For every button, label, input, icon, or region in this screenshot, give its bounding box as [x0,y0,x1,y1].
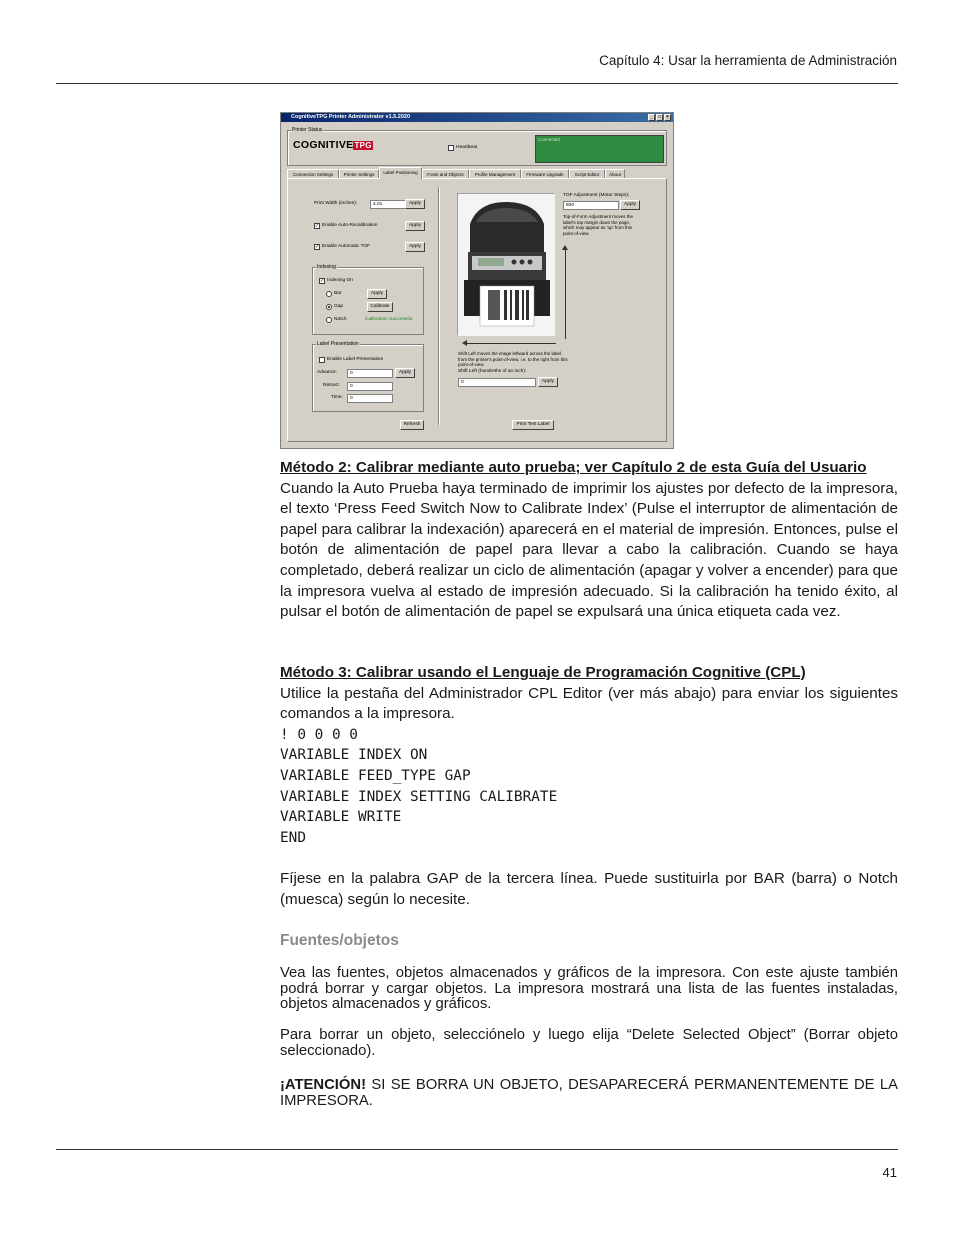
code-line-2: VARIABLE INDEX ON [280,747,428,764]
tab-panel [287,178,667,442]
notch-radio[interactable] [326,317,332,323]
warning-paragraph [280,1078,898,1109]
printer-status-group [287,127,667,166]
admin-window-screenshot [280,112,674,449]
label-presentation-group [312,341,424,412]
enable-label-presentation-checkbox[interactable] [319,357,325,363]
shift-input[interactable]: 0 [458,378,536,387]
window-title: CognitiveTPG Printer Administrator v1.5.2020 [291,114,410,120]
retract-label: Retract: [323,383,340,388]
code-line-3: VARIABLE FEED_TYPE GAP [280,767,471,784]
footer-rule [56,1149,898,1150]
tab-about[interactable]: About [605,169,625,178]
window-titlebar [281,113,673,122]
notch-label: Notch [334,317,347,322]
code-line-6: END [280,829,306,846]
apply-presentation-button[interactable]: Apply [395,368,415,378]
printer-illustration-icon [458,194,555,336]
fonts-section-title: Fuentes/objetos [280,932,399,949]
shift-description: Shift Left moves the image leftward across the label from the printer's point-of-view, i.e. to the right from this point-of-view. [458,351,568,367]
auto-tof-checkbox[interactable]: ✓ [315,244,320,250]
enable-label-presentation-label: Enable Label Presentation [327,357,384,362]
tab-profile-management[interactable]: Profile Management [469,169,521,178]
auto-recal-label: Enable Auto-Recalibration [322,223,378,228]
method3-note: Fíjese en la palabra GAP de la tercera línea. Puede sustituirla por BAR (barra) o Notch (muesca) según lo necesite. [280,870,898,908]
auto-recal-checkbox[interactable]: ✓ [315,223,320,229]
gap-label: Gap [334,304,344,309]
method3-heading: Método 3: Calibrar usando el Lenguaje de Programación Cognitive (CPL) [280,664,806,681]
apply-bar-button[interactable]: Apply [367,289,387,299]
arrow-head-icon [562,245,568,250]
fonts-paragraph-2: Para borrar un objeto, selecciónelo y luego elija “Delete Selected Object” (Borrar objeto seleccionado). [280,1027,898,1059]
code-line-1: ! 0 0 0 0 [280,726,358,743]
time-label: Time: [331,395,343,400]
bar-radio[interactable] [326,291,332,297]
maximize-icon[interactable]: □ [657,114,662,120]
header-rule [56,83,898,84]
time-input[interactable]: 0 [347,394,393,403]
label-presentation-group-label: Label Presentation [317,341,359,347]
refresh-button[interactable]: Refresh [400,420,424,430]
panel-divider [438,187,440,425]
indexing-group [312,264,424,335]
method3-section [280,663,898,848]
printer-status-label: Printer Status [292,127,323,133]
gap-radio[interactable] [326,304,332,310]
warning-block [280,1078,898,1109]
indexing-on-label: Indexing On [327,278,353,283]
calibration-message: Calibration Successful [365,317,413,322]
code-line-4: VARIABLE INDEX SETTING CALIBRATE [280,788,558,805]
apply-shift-button[interactable]: Apply [538,377,558,387]
shift-label: Shift Left (hundreths of an inch): [458,369,527,374]
minimize-icon[interactable]: _ [648,114,655,121]
tof-input[interactable]: 600 [563,201,619,210]
bar-label: Bar [334,291,342,296]
fonts-p2-block [280,1028,898,1059]
retract-input[interactable]: 0 [347,382,393,391]
printer-image [457,193,554,335]
logo-right-text: TPG [354,141,372,150]
chapter-header: Capítulo 4: Usar la herramienta de Administración [599,53,897,68]
print-test-label-button[interactable]: Print Test Label [512,420,554,430]
method2-body: Cuando la Auto Prueba haya terminado de imprimir los ajustes por defecto de la impresora, el texto ‘Press Feed Switch Now to Calibrate Index’ (Pulse el interruptor de alimentación de papel para calibrar la indexación) aparecerá en el material de impresión. Entonces, pulse el botón de alimentación de papel para llevar a cabo la calibración. Cuando se haya completado, deberá realizar un ciclo de alimentación (apagar y volver a encender) para que la impresora vuelva al estado de impresión adecuado. Si la calibración ha tenido éxito, al pulsar el botón de alimentación de papel se expulsará una única etiqueta cada vez. [280,479,898,621]
advance-input[interactable]: 0 [347,369,393,378]
print-width-input[interactable]: 4.01 [370,200,406,209]
heartbeat-checkbox[interactable] [448,145,454,151]
close-icon[interactable]: × [664,114,671,121]
tof-description: Top-of-Form Adjustment moves the label's top margin down the page, which may appear as 'up' from this point-of-view. [563,214,634,236]
shift-arrow-icon [466,343,556,344]
tab-firmware-upgrade[interactable]: Firmware Upgrade [521,169,569,178]
arrow-left-head-icon [462,340,467,346]
status-panel [535,135,664,163]
apply-auto-recal-button[interactable]: Apply [405,221,425,231]
tab-printer-settings[interactable]: Printer Settings [339,169,379,178]
apply-print-width-button[interactable]: Apply [405,199,425,209]
tab-connection-settings[interactable]: Connection Settings [287,169,339,178]
method3-note-block [280,869,898,910]
print-width-label: Print Width (inches): [314,201,358,206]
method2-heading: Método 2: Calibrar mediante auto prueba; ver Capítulo 2 de esta Guía del Usuario [280,459,867,476]
fonts-p1-block [280,966,898,1013]
method2-section [280,458,898,623]
tab-script-editor[interactable]: Script Editor [569,169,605,178]
heartbeat-label: Heartbeat [456,145,478,150]
tab-label-positioning[interactable]: Label Positioning [379,167,422,179]
warning-label: ¡ATENCIÓN! [280,1077,367,1093]
method3-body: Utilice la pestaña del Administrador CPL Editor (ver más abajo) para enviar los siguientes comandos a la impresora. [280,684,898,723]
warning-text: SI SE BORRA UN OBJETO, DESAPARECERÁ PERMANENTEMENTE DE LA IMPRESORA. [280,1077,898,1109]
cognitive-logo [293,139,373,151]
fonts-paragraph-1: Vea las fuentes, objetos almacenados y gráficos de la impresora. Con este ajuste también podrá borrar y cargar objetos. La impresora mostrará una lista de las fuentes instaladas, objetos almacenados y gráficos. [280,965,898,1012]
logo-left-text: COGNITIVE [293,139,354,151]
tof-arrow-icon [565,249,566,339]
tof-label: TOF Adjustment (Motor Steps): [563,193,630,198]
tab-fonts-objects[interactable]: Fonts and Objects [422,169,469,178]
indexing-on-checkbox[interactable]: ✓ [320,278,325,284]
auto-tof-label: Enable Automatic TOF [322,244,371,249]
apply-tof-button[interactable]: Apply [620,200,640,210]
advance-label: Advance: [317,370,338,375]
calibrate-button[interactable]: Calibrate [367,302,393,312]
indexing-group-label: Indexing [317,264,336,270]
status-text: Connected [538,137,560,142]
page-number: 41 [882,1165,897,1180]
code-line-5: VARIABLE WRITE [280,809,402,826]
apply-auto-tof-button[interactable]: Apply [405,242,425,252]
